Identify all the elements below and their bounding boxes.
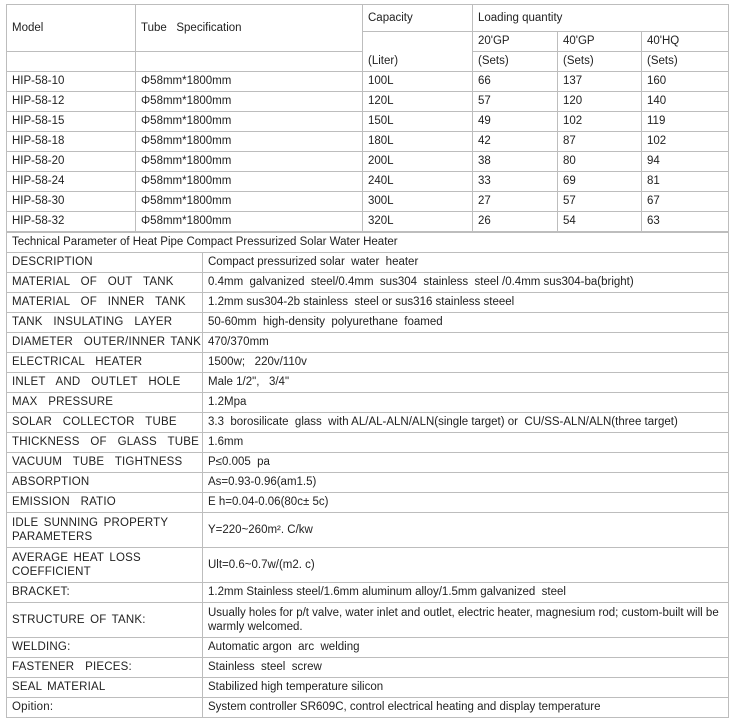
param-value: As=0.93-0.96(am1.5) [203,473,729,493]
param-value: 1.2mm Stainless steel/1.6mm aluminum alloy/1.5mm galvanized steel [203,583,729,603]
cell-model: HIP-58-10 [7,72,136,92]
table-row [7,112,729,132]
tech-title-row [7,233,729,253]
cell-gp40: 120 [558,92,642,112]
cell-gp40: 87 [558,132,642,152]
cell-gp40: 69 [558,172,642,192]
cell-gp20: 26 [473,212,558,232]
param-row [7,293,729,313]
cell-gp40: 54 [558,212,642,232]
cell-gp20: 42 [473,132,558,152]
param-label: ELECTRICAL HEATER [7,353,203,373]
cell-capacity: 240L [363,172,473,192]
param-label: DIAMETER OUTER/INNER TANK [7,333,203,353]
cell-gp20: 33 [473,172,558,192]
param-row [7,273,729,293]
cell-model: HIP-58-30 [7,192,136,212]
model-header: Model [7,5,136,52]
param-value: 50-60mm high-density polyurethane foamed [203,313,729,333]
cell-capacity: 200L [363,152,473,172]
table-row [7,152,729,172]
cell-gp20: 49 [473,112,558,132]
loading-quantity-table [6,4,729,232]
param-label: BRACKET: [7,583,203,603]
cell-hq40: 81 [642,172,729,192]
param-label: FASTENER PIECES: [7,658,203,678]
cell-spec: Φ58mm*1800mm [136,192,363,212]
cell-hq40: 63 [642,212,729,232]
cell-hq40: 67 [642,192,729,212]
cell-gp20: 38 [473,152,558,172]
table-row [7,212,729,232]
param-value: Stabilized high temperature silicon [203,678,729,698]
param-row [7,513,729,548]
sets-hq40: (Sets) [642,52,729,72]
param-value: Stainless steel screw [203,658,729,678]
cell-capacity: 180L [363,132,473,152]
param-label: THICKNESS OF GLASS TUBE [7,433,203,453]
param-label: INLET AND OUTLET HOLE [7,373,203,393]
cell-spec: Φ58mm*1800mm [136,132,363,152]
param-value: Compact pressurized solar water heater [203,253,729,273]
cell-spec: Φ58mm*1800mm [136,212,363,232]
param-row [7,413,729,433]
capacity-unit-header: (Liter) [363,32,473,72]
gp40-header: 40'GP [558,32,642,52]
param-row [7,433,729,453]
cell-capacity: 100L [363,72,473,92]
cell-spec: Φ58mm*1800mm [136,172,363,192]
param-row [7,353,729,373]
tube-header-spacer [136,52,363,72]
param-label: SOLAR COLLECTOR TUBE [7,413,203,433]
cell-spec: Φ58mm*1800mm [136,152,363,172]
hq40-header: 40'HQ [642,32,729,52]
header-row-1 [7,5,729,32]
cell-capacity: 120L [363,92,473,112]
param-row [7,373,729,393]
cell-gp40: 80 [558,152,642,172]
param-row [7,393,729,413]
cell-model: HIP-58-24 [7,172,136,192]
cell-model: HIP-58-15 [7,112,136,132]
cell-hq40: 119 [642,112,729,132]
param-label: MAX PRESSURE [7,393,203,413]
param-row [7,473,729,493]
param-row [7,638,729,658]
param-value: E h=0.04-0.06(80c± 5c) [203,493,729,513]
param-row [7,678,729,698]
cell-model: HIP-58-18 [7,132,136,152]
cell-gp20: 57 [473,92,558,112]
param-label: Opition: [7,698,203,718]
table-row [7,72,729,92]
table-row [7,132,729,152]
cell-model: HIP-58-12 [7,92,136,112]
param-label: DESCRIPTION [7,253,203,273]
param-value: 1.6mm [203,433,729,453]
sets-gp20: (Sets) [473,52,558,72]
cell-gp40: 137 [558,72,642,92]
param-label: AVERAGE HEAT LOSS COEFFICIENT [7,548,203,583]
cell-model: HIP-58-20 [7,152,136,172]
cell-hq40: 140 [642,92,729,112]
cell-capacity: 150L [363,112,473,132]
param-label: WELDING: [7,638,203,658]
param-value: System controller SR609C, control electrical heating and display temperature [203,698,729,718]
param-value: Y=220~260m². C/kw [203,513,729,548]
cell-spec: Φ58mm*1800mm [136,112,363,132]
param-label: IDLE SUNNING PROPERTY PARAMETERS [7,513,203,548]
param-row [7,313,729,333]
param-value: Usually holes for p/t valve, water inlet and outlet, electric heater, magnesium rod; custom-built will be warmly welcomed. [203,603,729,638]
param-value: P≤0.005 pa [203,453,729,473]
param-label: EMISSION RATIO [7,493,203,513]
param-label: MATERIAL OF OUT TANK [7,273,203,293]
model-header-spacer [7,52,136,72]
param-row [7,603,729,638]
sets-gp40: (Sets) [558,52,642,72]
param-row [7,698,729,718]
cell-gp20: 27 [473,192,558,212]
param-row [7,658,729,678]
param-value: Ult=0.6~0.7w/(m2. c) [203,548,729,583]
cell-gp40: 57 [558,192,642,212]
tech-table-title: Technical Parameter of Heat Pipe Compact Pressurized Solar Water Heater [7,233,729,253]
table-row [7,92,729,112]
table-row [7,172,729,192]
cell-hq40: 94 [642,152,729,172]
param-value: 1500w; 220v/110v [203,353,729,373]
cell-gp40: 102 [558,112,642,132]
table-row [7,192,729,212]
param-row [7,333,729,353]
param-row [7,453,729,473]
param-row [7,493,729,513]
param-row [7,548,729,583]
param-value: Male 1/2", 3/4" [203,373,729,393]
cell-spec: Φ58mm*1800mm [136,72,363,92]
param-label: SEAL MATERIAL [7,678,203,698]
param-value: 1.2Mpa [203,393,729,413]
cell-hq40: 102 [642,132,729,152]
loading-quantity-header: Loading quantity [473,5,729,32]
param-label: MATERIAL OF INNER TANK [7,293,203,313]
cell-capacity: 320L [363,212,473,232]
capacity-header: Capacity [363,5,473,32]
cell-hq40: 160 [642,72,729,92]
param-value: 1.2mm sus304-2b stainless steel or sus316 stainless steeel [203,293,729,313]
param-label: STRUCTURE OF TANK: [7,603,203,638]
tube-spec-header: Tube Specification [136,5,363,52]
param-row [7,583,729,603]
cell-spec: Φ58mm*1800mm [136,92,363,112]
param-value: Automatic argon arc welding [203,638,729,658]
param-value: 3.3 borosilicate glass with AL/AL-ALN/ALN(single target) or CU/SS-ALN/ALN(three target) [203,413,729,433]
param-label: TANK INSULATING LAYER [7,313,203,333]
cell-capacity: 300L [363,192,473,212]
param-value: 470/370mm [203,333,729,353]
param-row [7,253,729,273]
param-label: ABSORPTION [7,473,203,493]
cell-model: HIP-58-32 [7,212,136,232]
param-value: 0.4mm galvanized steel/0.4mm sus304 stainless steel /0.4mm sus304-ba(bright) [203,273,729,293]
gp20-header: 20'GP [473,32,558,52]
cell-gp20: 66 [473,72,558,92]
param-label: VACUUM TUBE TIGHTNESS [7,453,203,473]
technical-parameter-table [6,232,729,718]
spec-sheet [6,4,728,718]
